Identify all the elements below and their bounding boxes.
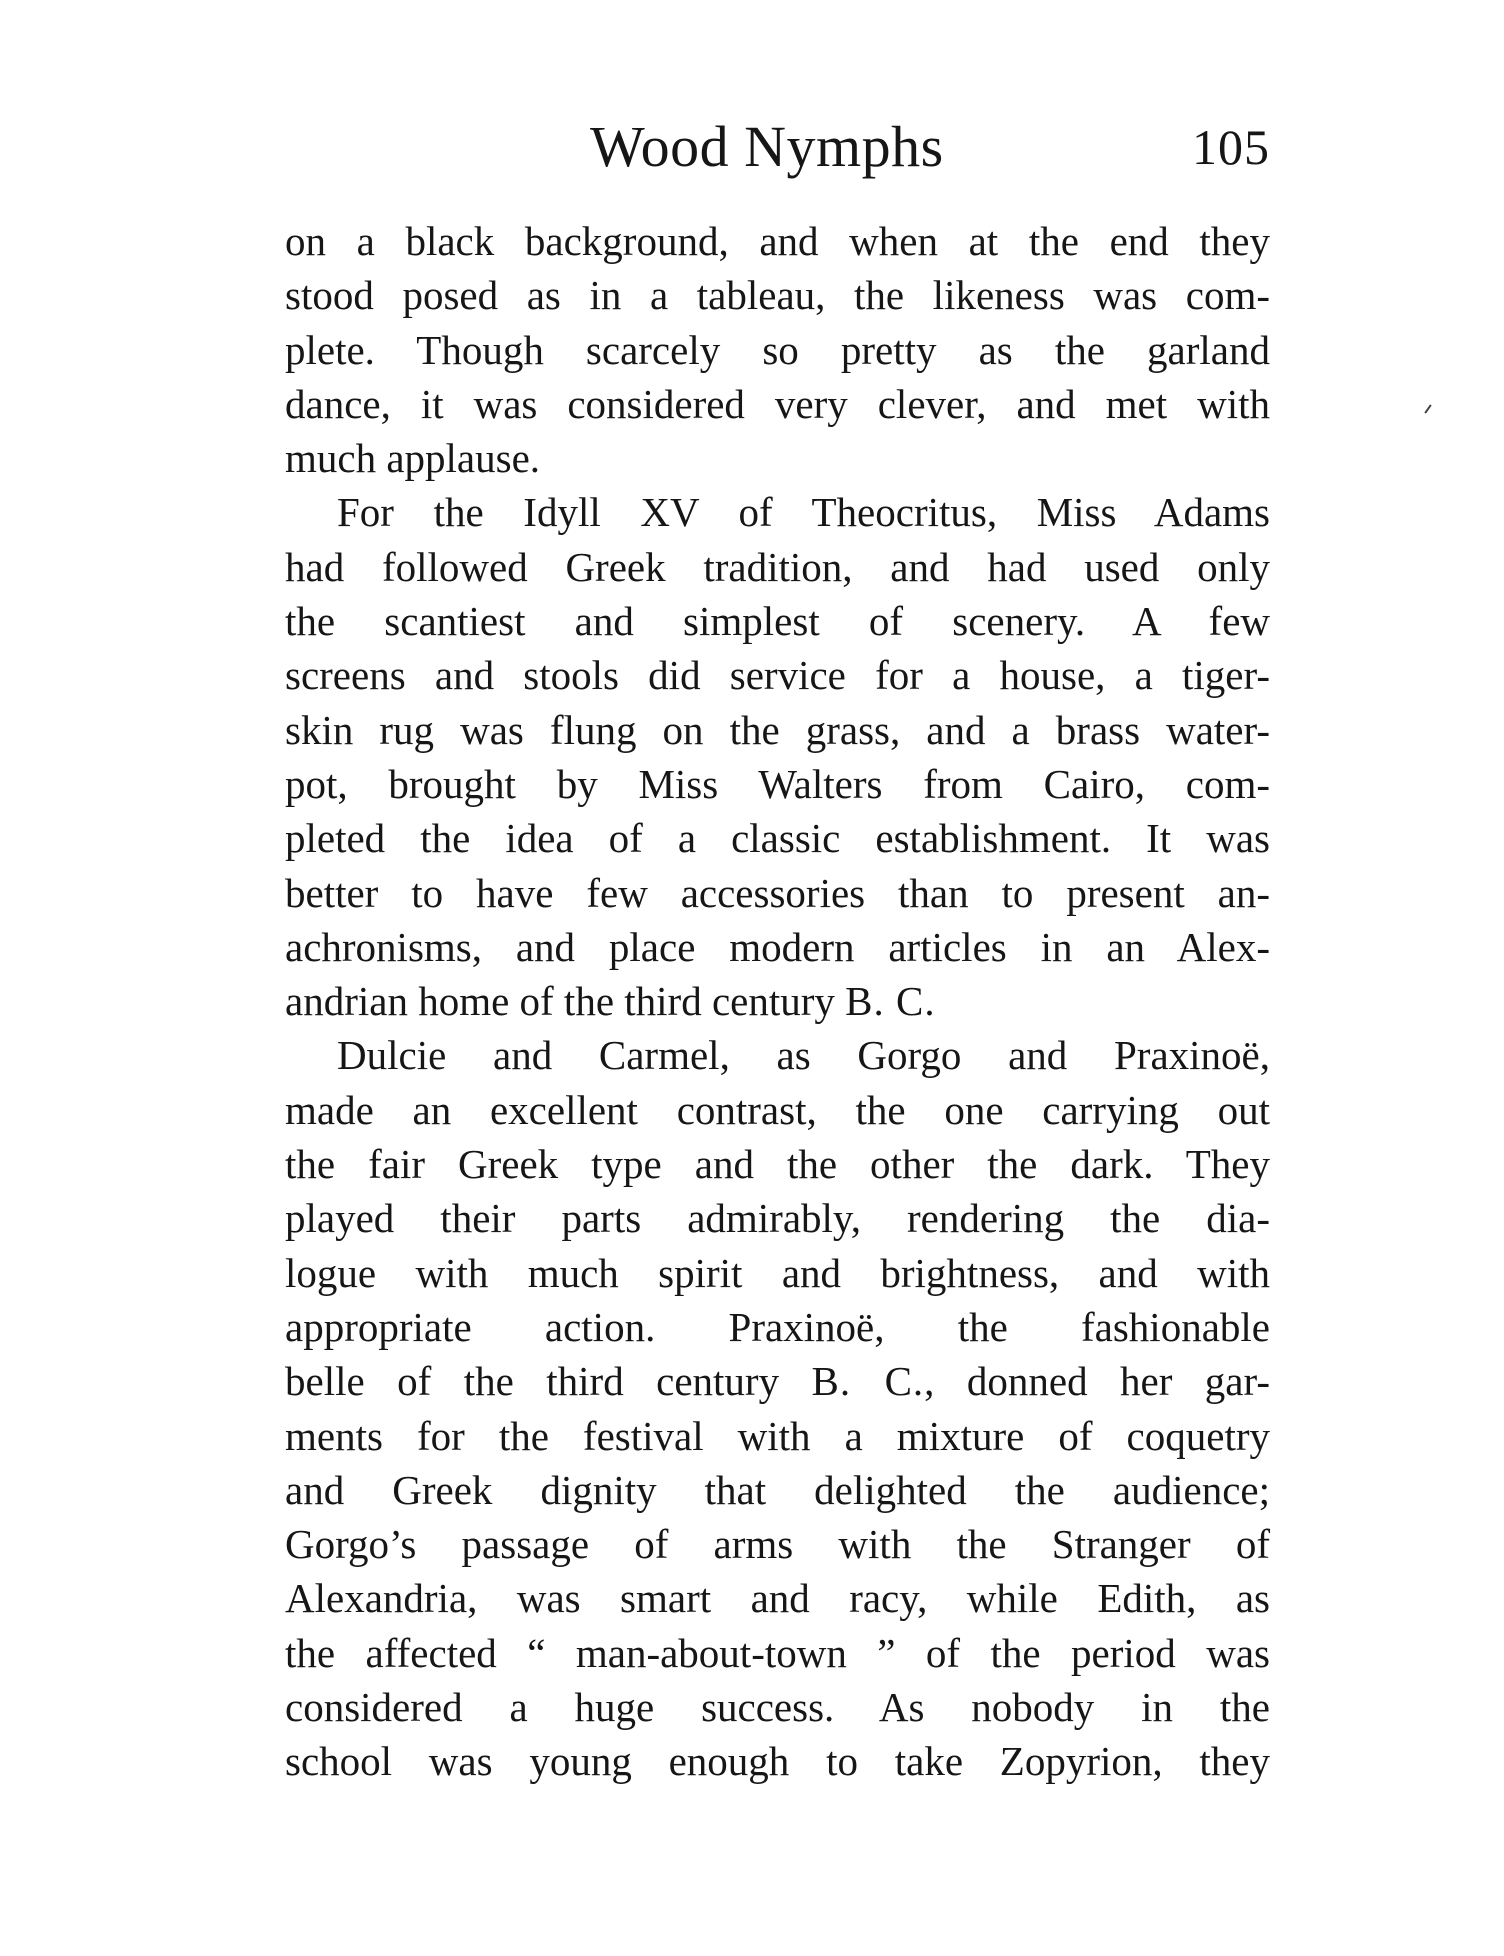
text-fragment: andrian home of the third century: [285, 978, 846, 1025]
text-line: Alexandria, was smart and racy, while Edith, as: [285, 1575, 1270, 1622]
text-line: For the Idyll XV of Theocritus, Miss Adams: [337, 489, 1270, 536]
text-line: dance, it was considered very clever, and met with: [285, 380, 1270, 427]
page-number: 105: [1192, 119, 1270, 175]
text-line: considered a huge success. As nobody in the: [285, 1684, 1270, 1731]
text-line: achronisms, and place modern articles in an Alex-: [285, 923, 1270, 970]
text-line: better to have few accessories than to present an-: [285, 869, 1270, 916]
text-line: the fair Greek type and the other the dark. They: [285, 1141, 1270, 1188]
text-line: [285, 974, 1270, 1028]
text-line: stood posed as in a tableau, the likeness was com-: [285, 272, 1270, 319]
text-line: pleted the idea of a classic establishment. It was: [285, 815, 1270, 862]
text-fragment: belle of the third century: [285, 1358, 812, 1405]
body-text: [285, 214, 1270, 1789]
text-line: appropriate action. Praxinoë, the fashionable: [285, 1303, 1270, 1350]
text-line: school was young enough to take Zopyrion, they: [285, 1738, 1270, 1785]
text-line: [285, 1354, 1270, 1408]
text-line: had followed Greek tradition, and had used only: [285, 543, 1270, 590]
margin-mark: [1424, 404, 1431, 413]
text-line: Gorgo’s passage of arms with the Stranger of: [285, 1521, 1270, 1568]
text-line: skin rug was flung on the grass, and a brass water-: [285, 706, 1270, 753]
text-line: ments for the festival with a mixture of coquetry: [285, 1412, 1270, 1459]
text-line: much applause.: [285, 435, 541, 482]
era-abbreviation: B. C.: [811, 1358, 925, 1405]
text-line: and Greek dignity that delighted the audience;: [285, 1466, 1270, 1513]
text-line: the scantiest and simplest of scenery. A few: [285, 598, 1270, 645]
text-line: the affected “ man-about-town ” of the period was: [285, 1629, 1270, 1676]
text-line: played their parts admirably, rendering the dia-: [285, 1195, 1270, 1242]
text-line: logue with much spirit and brightness, and with: [285, 1249, 1270, 1296]
running-head: [285, 112, 1270, 182]
page-title: Wood Nymphs: [590, 114, 944, 179]
text-line: on a black background, and when at the end they: [285, 218, 1270, 264]
text-line: pot, brought by Miss Walters from Cairo, com-: [285, 760, 1270, 807]
text-line: made an excellent contrast, the one carrying out: [285, 1086, 1270, 1133]
text-fragment: , donned her gar-: [924, 1358, 1270, 1405]
era-abbreviation: B. C.: [845, 978, 936, 1025]
text-line: screens and stools did service for a house, a tiger-: [285, 652, 1270, 699]
text-line: Dulcie and Carmel, as Gorgo and Praxinoë,: [337, 1032, 1270, 1079]
text-line: plete. Though scarcely so pretty as the garland: [285, 326, 1270, 373]
